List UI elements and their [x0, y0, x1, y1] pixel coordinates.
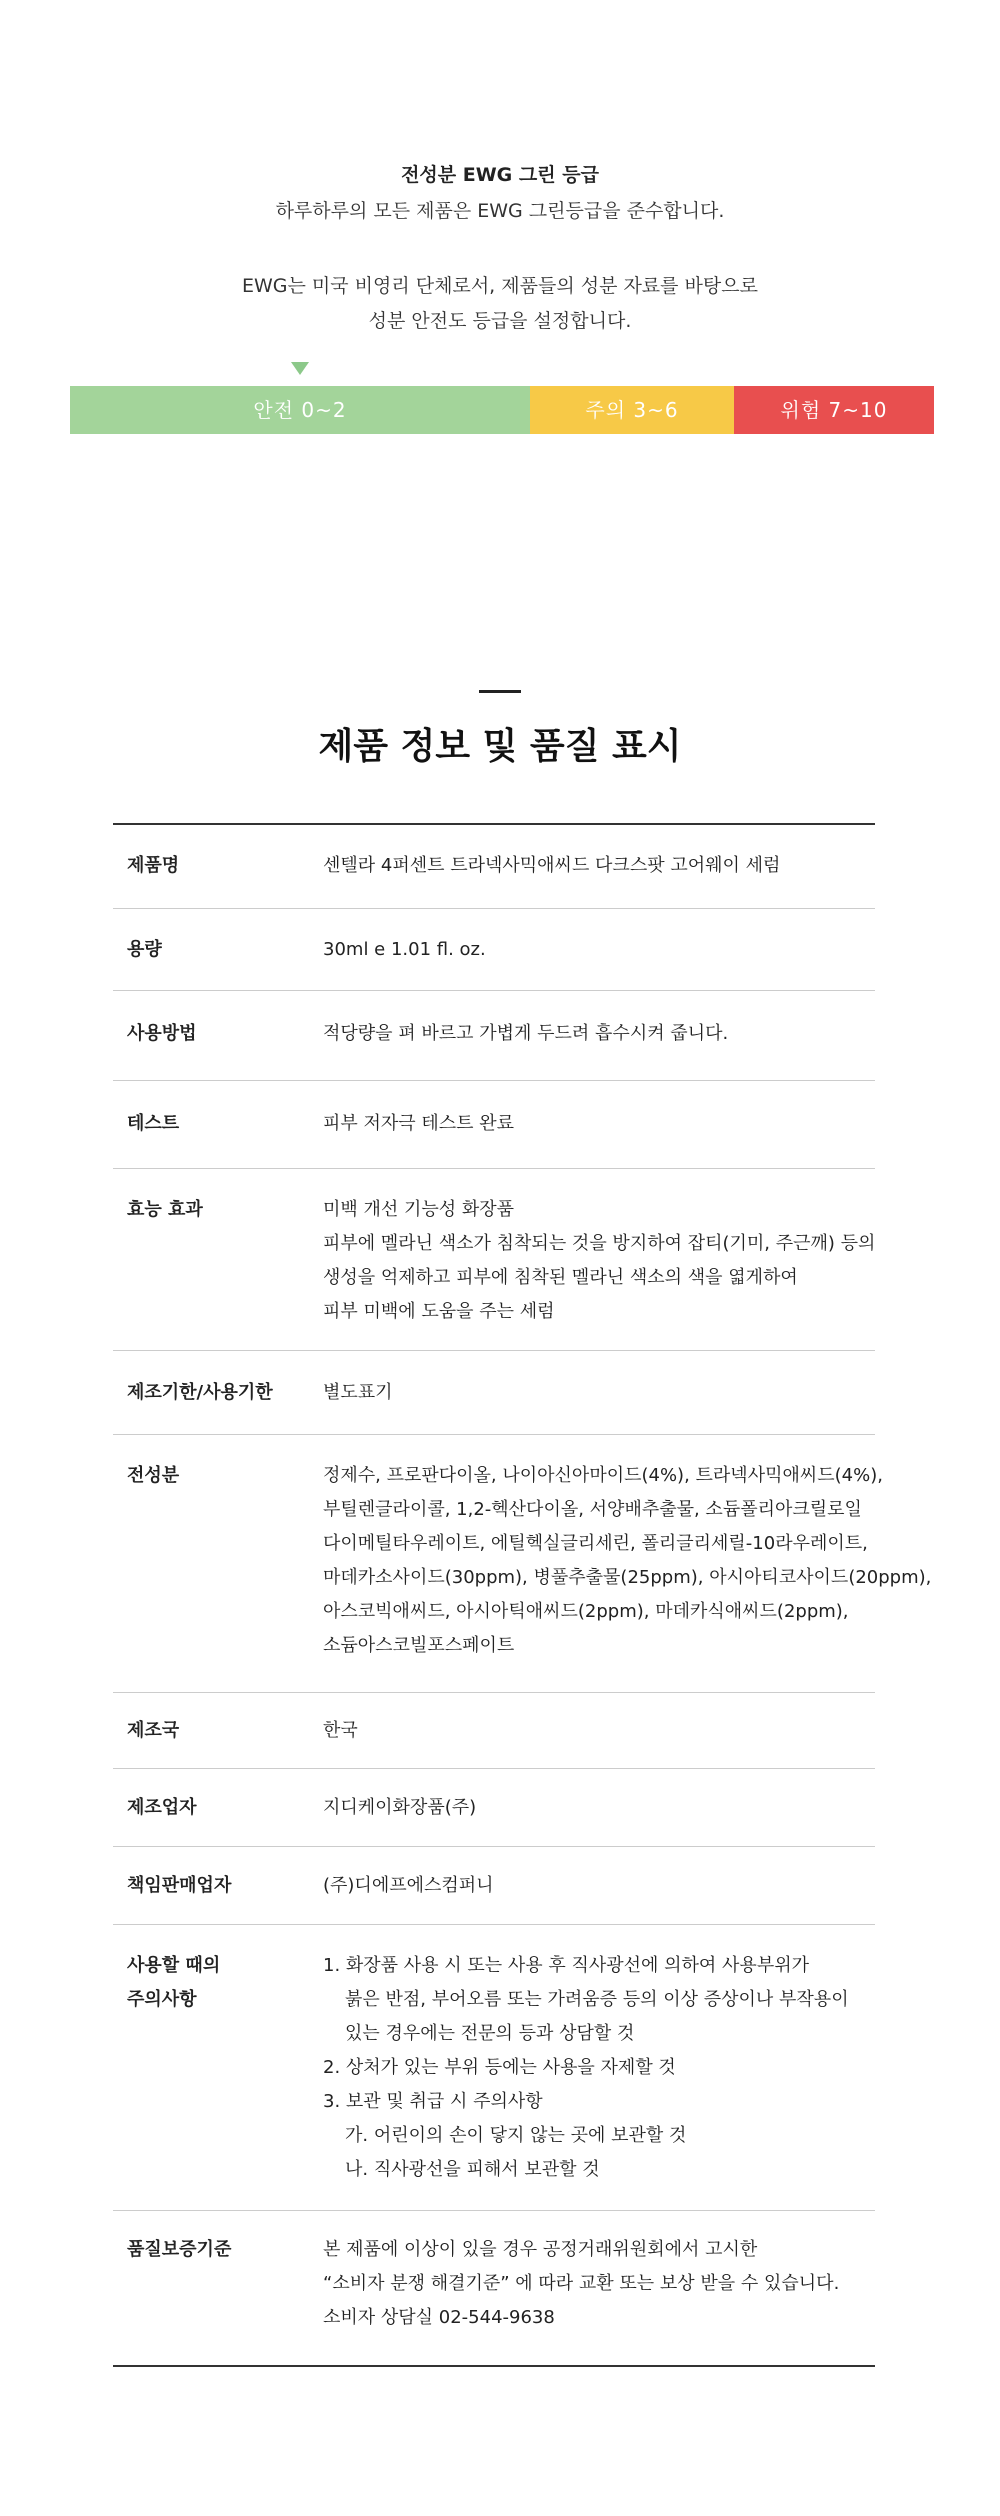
- info-row-usage: [113, 991, 875, 1081]
- row-value: [323, 1376, 883, 1410]
- row-value-line: 있는 경우에는 전문의 등과 상담할 것: [345, 2023, 635, 2044]
- product-info-table: [113, 823, 932, 2367]
- info-row-quality: [113, 2211, 875, 2365]
- info-row-product-name: [113, 825, 875, 909]
- grade-segment-caution: 주의 3~6: [530, 386, 734, 434]
- row-label: 전성분: [127, 1465, 180, 1486]
- row-value: [323, 933, 883, 967]
- row-value: [323, 2233, 883, 2335]
- info-row-volume: [113, 909, 875, 991]
- row-label: 제품명: [127, 855, 180, 876]
- row-value-line: 피부에 멜라닌 색소가 침착되는 것을 방지하여 잡티(기미, 주근깨) 등의: [323, 1233, 876, 1254]
- ewg-subtitle: 하루하루의 모든 제품은 EWG 그린등급을 준수합니다.: [275, 200, 725, 222]
- row-value: [323, 1107, 883, 1141]
- row-value-line: 마데카소사이드(30ppm), 병풀추출물(25ppm), 아시아티코사이드(20ppm),: [323, 1567, 932, 1588]
- row-value-line: 가. 어린이의 손이 닿지 않는 곳에 보관할 것: [345, 2125, 687, 2146]
- row-value-line: 붉은 반점, 부어오름 또는 가려움증 등의 이상 증상이나 부작용이: [345, 1989, 849, 2010]
- grade-segment-danger: 위험 7~10: [734, 386, 934, 434]
- section-divider-dash: [479, 690, 521, 693]
- section-title: 제품 정보 및 품질 표시: [318, 726, 682, 767]
- row-label: 효능 효과: [127, 1199, 203, 1220]
- row-value-line: 1. 화장품 사용 시 또는 사용 후 직사광선에 의하여 사용부위가: [323, 1955, 809, 1976]
- row-value: [323, 1459, 932, 1663]
- row-value-line: 미백 개선 기능성 화장품: [323, 1199, 515, 1220]
- row-value-line: 소비자 상담실 02-544-9638: [323, 2307, 555, 2328]
- row-value: [323, 1714, 883, 1748]
- info-row-manufacturer: [113, 1769, 875, 1847]
- row-value: [323, 1791, 883, 1825]
- row-value-line: “소비자 분쟁 해결기준” 에 따라 교환 또는 보상 받을 수 있습니다.: [323, 2273, 840, 2294]
- row-value-line: 2. 상처가 있는 부위 등에는 사용을 자제할 것: [323, 2057, 676, 2078]
- info-row-distributor: [113, 1847, 875, 1925]
- row-label: 사용할 때의 주의사항: [127, 1955, 221, 2010]
- info-row-test: [113, 1081, 875, 1169]
- row-value-line: 다이메틸타우레이트, 에틸헥실글리세린, 폴리글리세릴-10라우레이트,: [323, 1533, 868, 1554]
- row-value: [323, 1869, 883, 1903]
- row-value-line: 센텔라 4퍼센트 트라넥사믹애씨드 다크스팟 고어웨이 세럼: [323, 855, 781, 876]
- row-value-line: 아스코빅애씨드, 아시아틱애씨드(2ppm), 마데카식애씨드(2ppm),: [323, 1601, 849, 1622]
- info-row-expiry: [113, 1351, 875, 1435]
- row-value-line: 나. 직사광선을 피해서 보관할 것: [345, 2159, 600, 2180]
- row-label: 테스트: [127, 1113, 180, 1134]
- row-value: [323, 849, 883, 883]
- row-label: 제조국: [127, 1720, 180, 1741]
- row-value-line: (주)디에프에스컴퍼니: [323, 1875, 494, 1896]
- grade-segment-safe: 안전 0~2: [70, 386, 530, 434]
- row-value: [323, 1193, 883, 1329]
- info-row-country: [113, 1693, 875, 1769]
- info-row-caution: [113, 1925, 875, 2211]
- row-value-line: 소듐아스코빌포스페이트: [323, 1635, 515, 1656]
- row-value-line: 부틸렌글라이콜, 1,2-헥산다이올, 서양배추출물, 소듐폴리아크릴로일: [323, 1499, 862, 1520]
- row-label: 품질보증기준: [127, 2239, 232, 2260]
- ewg-title: 전성분 EWG 그린 등급: [401, 164, 599, 186]
- row-value-line: 한국: [323, 1720, 358, 1741]
- row-value-line: 별도표기: [323, 1382, 393, 1403]
- row-value-line: 피부 미백에 도움을 주는 세럼: [323, 1301, 555, 1322]
- safe-grade-marker-icon: [291, 362, 309, 375]
- row-value-line: 적당량을 펴 바르고 가볍게 두드려 흡수시켜 줍니다.: [323, 1023, 729, 1044]
- row-value: [323, 1017, 883, 1051]
- row-label: 제조업자: [127, 1797, 197, 1818]
- row-value-line: 정제수, 프로판다이올, 나이아신아마이드(4%), 트라넥사믹애씨드(4%),: [323, 1465, 883, 1486]
- row-value: [323, 1949, 883, 2187]
- row-label: 책임판매업자: [127, 1875, 232, 1896]
- row-value-line: 30ml e 1.01 fl. oz.: [323, 939, 486, 960]
- row-value-line: 지디케이화장품(주): [323, 1797, 477, 1818]
- row-label: 사용방법: [127, 1023, 197, 1044]
- info-row-ingredients: [113, 1435, 932, 1693]
- row-value-line: 생성을 억제하고 피부에 침착된 멜라닌 색소의 색을 엷게하여: [323, 1267, 798, 1288]
- row-value-line: 3. 보관 및 취급 시 주의사항: [323, 2091, 543, 2112]
- row-value-line: 본 제품에 이상이 있을 경우 공정거래위원회에서 고시한: [323, 2239, 758, 2260]
- ewg-grade-bar: [70, 386, 934, 434]
- ewg-description-line-2: 성분 안전도 등급을 설정합니다.: [368, 310, 632, 332]
- row-label: 제조기한/사용기한: [127, 1382, 273, 1403]
- info-row-efficacy: [113, 1169, 875, 1351]
- row-value-line: 피부 저자극 테스트 완료: [323, 1113, 515, 1134]
- ewg-description-line-1: EWG는 미국 비영리 단체로서, 제품들의 성분 자료를 바탕으로: [242, 275, 758, 297]
- row-label: 용량: [127, 939, 162, 960]
